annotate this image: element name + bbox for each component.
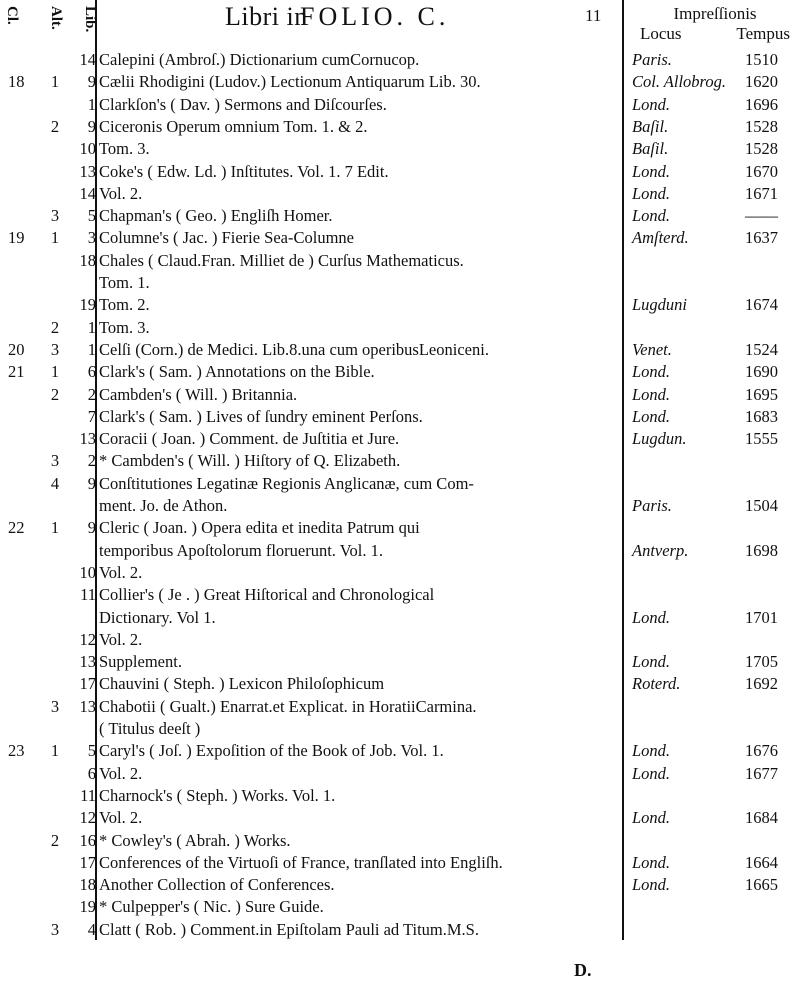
imprint-place: Roterd. [632,674,681,694]
lib-number: 3 [87,228,96,248]
lib-number: 9 [87,116,96,136]
impressionis-subheaders [640,24,790,44]
entry-text: Vol. 2. [99,562,143,582]
column-header-lib: Lib. [82,6,98,33]
imprint-year: 1528 [745,116,778,136]
catalog-row [0,741,800,763]
catalog-row [0,228,800,250]
lib-number: 13 [79,652,96,672]
catalog-row [0,563,800,585]
imprint-year: 1698 [745,540,778,560]
lib-number: 1 [87,339,96,359]
imprint-year: 1665 [745,875,778,895]
imprint-year: 1504 [745,496,778,515]
alt-number: 1 [50,741,60,761]
tempus-header: Tempus [736,24,790,43]
alt-number: 1 [50,518,60,538]
lib-number: 10 [79,562,96,582]
signature-mark: D. [574,960,592,980]
alt-number: 3 [50,339,60,359]
alt-number: 2 [50,384,60,404]
imprint-year: 1677 [745,763,778,783]
lib-number: 13 [79,696,96,716]
catalog-row [0,95,800,117]
entry-text: Chauvini ( Steph. ) Lexicon Philoſophicum [99,674,385,694]
entry-text: Collier's ( Je . ) Great Hiſtorical and Chronological [99,585,435,605]
imprint-year: 1555 [745,429,778,449]
column-header-alt: Alt. [48,6,64,30]
lib-number: 13 [79,161,96,181]
catalog-row [0,719,800,741]
imprint-place: Venet. [632,339,672,359]
lib-number: 13 [79,429,96,449]
imprint-year: 1696 [745,94,778,114]
imprint-year: 1690 [745,362,778,382]
lib-number: 10 [79,139,96,159]
lib-number: 9 [87,72,96,92]
imprint-year: 1524 [745,339,778,359]
entry-text: * Cambden's ( Will. ) Hiſtory of Q. Elizabeth. [99,451,401,471]
entry-text: Vol. 2. [99,808,143,828]
catalog-row [0,652,800,674]
catalog-row [0,340,800,362]
lib-number: 17 [79,852,96,872]
imprint-place: Paris. [632,50,672,69]
imprint-year: 1620 [745,72,778,92]
locus-header: Locus [640,24,682,43]
lib-number: 9 [87,518,96,538]
column-header-cl: Cl. [4,6,20,25]
catalog-row [0,474,800,496]
imprint-place: Lond. [632,808,671,828]
imprint-place: Lugdun. [632,429,687,449]
catalog-row [0,920,800,942]
imprint-year: 1671 [745,183,778,203]
catalog-row [0,385,800,407]
entry-text: Another Collection of Conferences. [99,875,335,895]
entry-text: Tom. 2. [99,295,150,315]
entry-text: Charnock's ( Steph. ) Works. Vol. 1. [99,785,336,805]
lib-number: 17 [79,674,96,694]
catalog-row [0,697,800,719]
entry-text: ment. Jo. de Athon. [99,496,228,515]
imprint-year: 1528 [745,139,778,159]
imprint-place: Lugduni [632,295,688,315]
page-number: 11 [585,6,602,25]
entry-text: Conferences of the Virtuoſi of France, tranſlated into Engliſh. [99,852,503,872]
imprint-year: 1701 [745,607,778,627]
imprint-year: 1695 [745,384,778,404]
lib-number: 14 [79,183,96,203]
entry-text: Caryl's ( Joſ. ) Expoſition of the Book of Job. Vol. 1. [99,741,444,761]
entry-text: Clatt ( Rob. ) Comment.in Epiſtolam Pauli ad Titum.M.S. [99,919,479,939]
catalog-row [0,541,800,563]
lib-number: 5 [87,741,96,761]
imprint-place: Lond. [632,607,671,627]
entry-text: Calepini (Ambroſ.) Dictionarium cumCornucop. [99,50,420,69]
page-title-folio: FOLIO. C. [300,2,450,31]
catalog-row [0,764,800,786]
imprint-place: Lond. [632,741,671,761]
lib-number: 16 [79,830,96,850]
catalog-row [0,362,800,384]
entry-text: Conſtitutiones Legatinæ Regionis Anglicanæ, cum Com- [99,473,474,493]
imprint-place: Lond. [632,362,671,382]
imprint-year: 1705 [745,652,778,672]
imprint-place: Lond. [632,763,671,783]
imprint-place: Lond. [632,94,671,114]
catalog-row [0,72,800,94]
catalog-row [0,139,800,161]
lib-number: 12 [79,629,96,649]
imprint-year: 1684 [745,808,778,828]
alt-number: 3 [50,919,60,939]
catalog-row [0,786,800,808]
catalog-row [0,295,800,317]
class-number: 18 [8,72,25,92]
imprint-place: Lond. [632,384,671,404]
imprint-year: 1664 [745,852,778,872]
lib-number: 18 [79,875,96,895]
imprint-place: Amſterd. [632,228,689,248]
lib-number: 12 [79,808,96,828]
imprint-place: Antverp. [632,540,689,560]
lib-number: 9 [87,473,96,493]
lib-number: 5 [87,206,96,226]
catalog-row [0,429,800,451]
entry-text: Vol. 2. [99,183,143,203]
entry-text: Tom. 3. [99,139,150,159]
catalog-row [0,407,800,429]
entry-text: Ciceronis Operum omnium Tom. 1. & 2. [99,116,368,136]
catalog-row [0,897,800,919]
alt-number: 3 [50,451,60,471]
imprint-place: Lond. [632,161,671,181]
entry-text: Chabotii ( Gualt.) Enarrat.et Explicat. in HoratiiCarmina. [99,696,477,716]
entry-text: Cambden's ( Will. ) Britannia. [99,384,298,404]
alt-number: 1 [50,228,60,248]
imprint-place: Lond. [632,852,671,872]
entry-text: Dictionary. Vol 1. [99,607,216,627]
class-number: 21 [8,362,25,382]
lib-number: 2 [87,384,96,404]
impressionis-header [640,4,790,44]
alt-number: 2 [50,317,60,337]
entry-text: Chapman's ( Geo. ) Engliſh Homer. [99,206,333,226]
lib-number: 2 [87,451,96,471]
lib-number: 4 [87,919,96,939]
alt-number: 4 [50,473,60,493]
imprint-place: Lond. [632,183,671,203]
alt-number: 2 [50,830,60,850]
alt-number: 2 [50,116,60,136]
entry-text: Tom. 1. [99,273,150,292]
entry-text: Chales ( Claud.Fran. Milliet de ) Curſus Mathematicus. [99,250,464,270]
lib-number: 11 [80,785,96,805]
entry-text: Clark's ( Sam. ) Annotations on the Bible. [99,362,375,382]
lib-number: 18 [79,250,96,270]
catalog-row [0,184,800,206]
alt-number: 1 [50,362,60,382]
imprint-year: 1676 [745,741,778,761]
imprint-place: Lond. [632,406,671,426]
impressionis-title: Impreſſionis [673,4,757,23]
entry-text: Cælii Rhodigini (Ludov.) Lectionum Antiquarum Lib. 30. [99,72,481,92]
lib-number: 14 [79,50,96,69]
imprint-place: Paris. [632,496,672,515]
imprint-place: Lond. [632,652,671,672]
entry-text: Clark's ( Sam. ) Lives of ſundry eminent Perſons. [99,406,423,426]
catalog-row [0,318,800,340]
catalog-row [0,585,800,607]
entry-text: Coke's ( Edw. Ld. ) Inſtitutes. Vol. 1. 7 Edit. [99,161,389,181]
class-number: 23 [8,741,25,761]
imprint-year: 1683 [745,406,778,426]
catalog-row [0,162,800,184]
catalog-row [0,518,800,540]
entry-text: Clarkſon's ( Dav. ) Sermons and Diſcourſes. [99,94,387,114]
catalog-row [0,117,800,139]
lib-number: 1 [87,94,96,114]
catalog-row [0,831,800,853]
page-title: Libri in [225,2,308,31]
entry-text: Coracii ( Joan. ) Comment. de Juſtitia et Jure. [99,429,400,449]
alt-number: 1 [50,72,60,92]
lib-number: 6 [87,763,96,783]
lib-number: 11 [80,585,96,605]
imprint-place: Col. Allobrog. [632,72,726,92]
entry-text: temporibus Apoſtolorum floruerunt. Vol. 1. [99,540,384,560]
entry-text: * Cowley's ( Abrah. ) Works. [99,830,291,850]
entry-text: Celſi (Corn.) de Medici. Lib.8.una cum operibusLeoniceni. [99,339,489,359]
imprint-year: 1674 [745,295,778,315]
class-number: 19 [8,228,25,248]
catalog-row [0,875,800,897]
imprint-year: 1637 [745,228,778,248]
entry-text: * Culpepper's ( Nic. ) Sure Guide. [99,897,324,917]
imprint-year: —— [745,206,778,226]
imprint-place: Baſil. [632,139,669,159]
catalog-row [0,853,800,875]
lib-number: 1 [87,317,96,337]
catalog-row [0,273,800,295]
entry-text: Vol. 2. [99,629,143,649]
catalog-row [0,451,800,473]
entry-text: Vol. 2. [99,763,143,783]
entry-text: Supplement. [99,652,182,672]
alt-number: 3 [50,696,60,716]
alt-number: 3 [50,206,60,226]
catalog-row [0,630,800,652]
imprint-year: 1670 [745,161,778,181]
catalog-row [0,674,800,696]
catalog-row [0,608,800,630]
imprint-place: Lond. [632,206,671,226]
catalog-row [0,251,800,273]
catalog-row [0,808,800,830]
catalog-row [0,206,800,228]
imprint-place: Lond. [632,875,671,895]
catalog-row [0,50,800,72]
entry-text: Cleric ( Joan. ) Opera edita et inedita Patrum qui [99,518,420,538]
class-number: 22 [8,518,25,538]
lib-number: 7 [87,406,96,426]
entry-text: Tom. 3. [99,317,150,337]
lib-number: 19 [79,295,96,315]
entry-text: ( Titulus deeſt ) [99,719,201,738]
lib-number: 6 [87,362,96,382]
imprint-year: 1692 [745,674,778,694]
class-number: 20 [8,339,25,359]
lib-number: 19 [79,897,96,917]
catalog-row [0,496,800,518]
imprint-year: 1510 [745,50,778,69]
entry-text: Columne's ( Jac. ) Fierie Sea-Columne [99,228,355,248]
imprint-place: Baſil. [632,116,669,136]
